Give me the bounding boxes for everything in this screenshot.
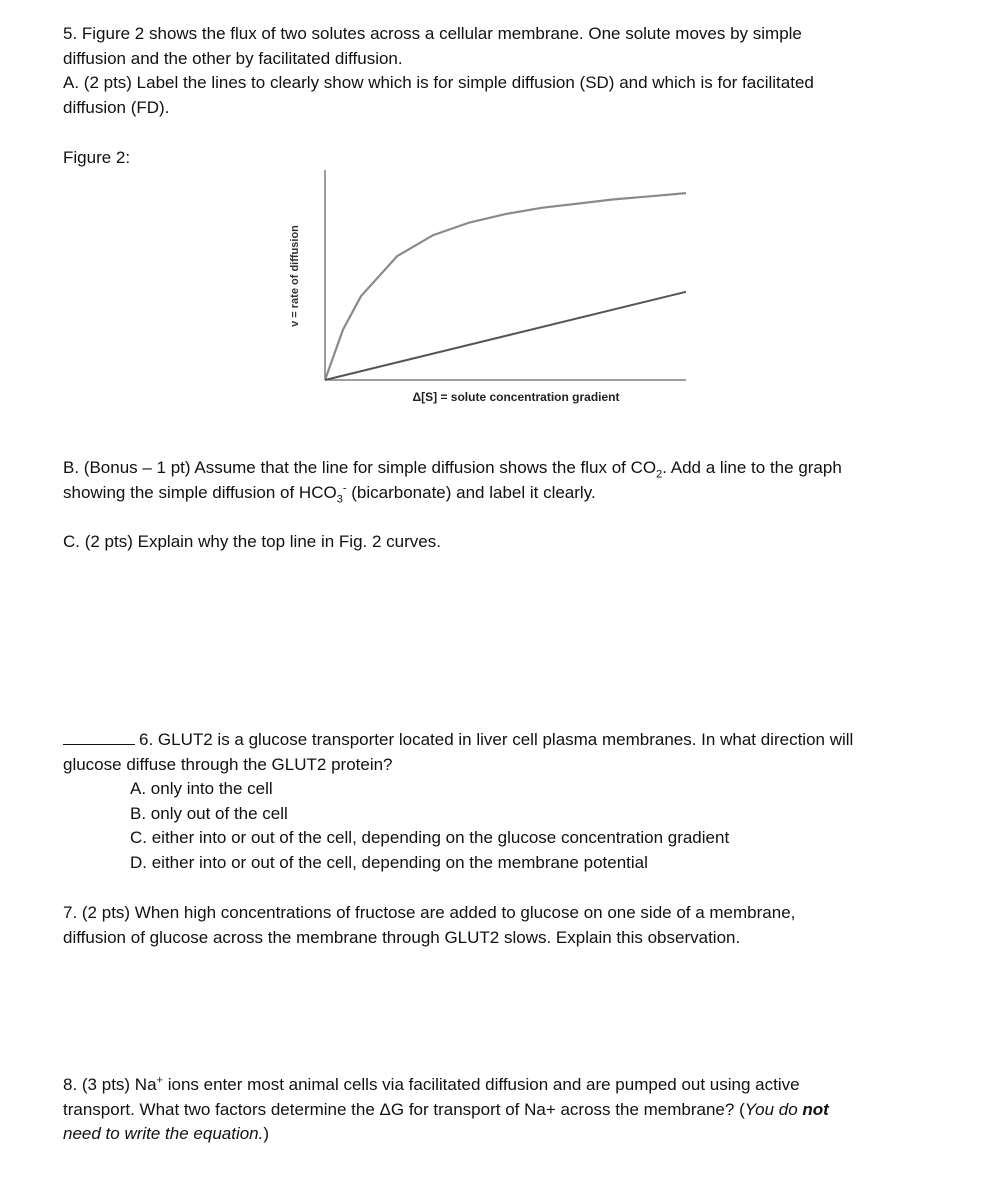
q5-line1: 5. Figure 2 shows the flux of two solutes across a cellular membrane. One solute moves by simple bbox=[63, 24, 802, 43]
question-5 bbox=[63, 22, 943, 120]
question-8: 8. (3 pts) Na+ ions enter most animal cells via facilitated diffusion and are pumped out using active transport. What two factors determine the ΔG for transport of Na+ across the membrane? (You do not need to write the equation.) bbox=[63, 1074, 829, 1143]
series-linear-line bbox=[325, 292, 686, 380]
figure-2-chart bbox=[270, 160, 710, 420]
y-axis-label: v = rate of diffusion bbox=[289, 225, 301, 327]
option-d: D. either into or out of the cell, depending on the membrane potential bbox=[130, 852, 648, 872]
q5b-line1: B. (Bonus – 1 pt) Assume that the line for simple diffusion shows the flux of $CO_2$. Add a line to the graph bbox=[63, 458, 842, 481]
q5a-line2: diffusion (FD). bbox=[63, 97, 170, 117]
question-5b bbox=[63, 456, 943, 505]
q5-line2: diffusion and the other by facilitated diffusion. bbox=[63, 48, 403, 68]
question-5c: C. (2 pts) Explain why the top line in Fig. 2 curves. bbox=[63, 532, 441, 551]
option-a: A. only into the cell bbox=[130, 779, 273, 798]
q5b-line2: showing the simple diffusion of $HCO_3^-$ (bicarbonate) and label it clearly. bbox=[63, 481, 596, 505]
question-6: 6. GLUT2 is a glucose transporter located in liver cell plasma membranes. In what direction will glucose diffuse through the GLUT2 protein? A. only into the cell B. only out of the cell C. either into or out of the cell, depending on the glucose concentration gradient D. either into or out of the cell, depending on the membrane potential bbox=[63, 728, 943, 875]
series-curve-line bbox=[325, 193, 686, 380]
figure-label: Figure 2: bbox=[63, 148, 131, 167]
option-c: C. either into or out of the cell, depending on the glucose concentration gradient bbox=[130, 828, 730, 847]
option-b: B. only out of the cell bbox=[130, 803, 288, 823]
question-7: 7. (2 pts) When high concentrations of fructose are added to glucose on one side of a membrane, diffusion of glucose across the membrane through GLUT2 slows. Explain this observation. bbox=[63, 903, 796, 947]
q5a-line1: A. (2 pts) Label the lines to clearly show which is for simple diffusion (SD) and which is for facilitated bbox=[63, 73, 814, 92]
x-axis-label: Δ[S] = solute concentration gradient bbox=[412, 390, 620, 404]
answer-blank[interactable] bbox=[63, 728, 135, 745]
